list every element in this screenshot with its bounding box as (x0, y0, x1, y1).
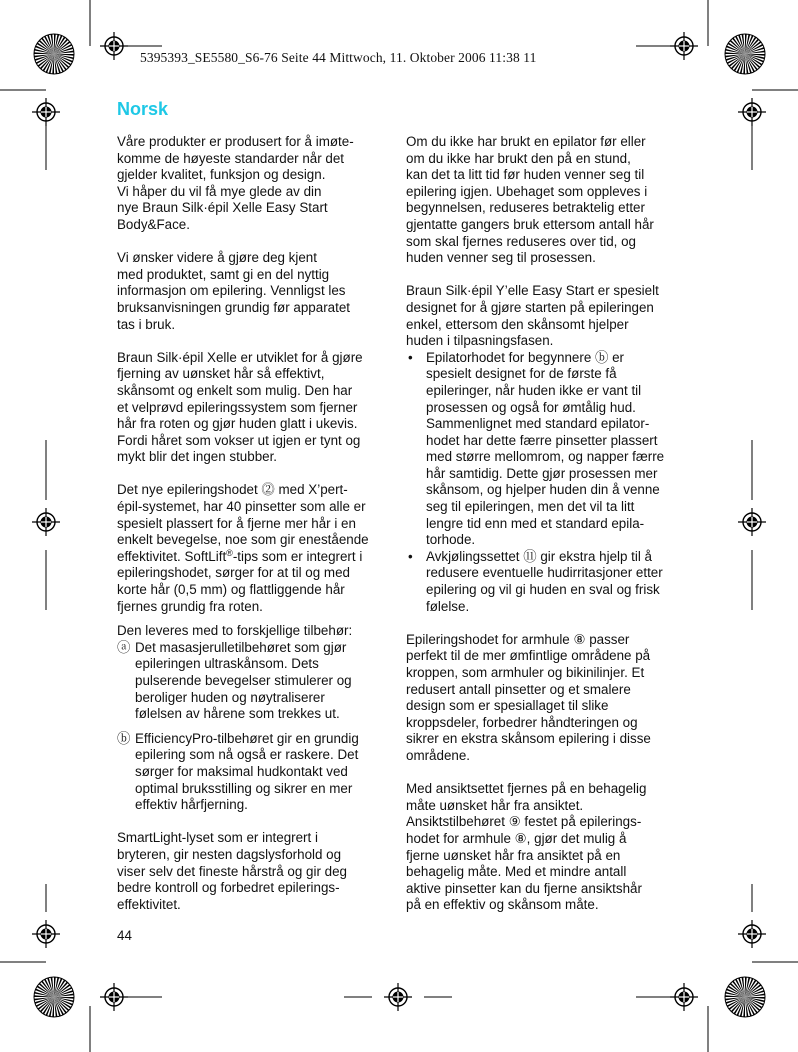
registration-starburst (34, 34, 74, 74)
registration-crosshair (738, 508, 766, 536)
registration-crosshair (32, 508, 60, 536)
registration-starburst (34, 977, 74, 1017)
product-description-paragraph: Braun Silk·épil Xelle er utviklet for å gjøre fjerning av uønsket hår så effektivt, skånsomt og enkelt som mulig. Den har et velprøvd epileringssystem som fjerner hår fra roten og gjør huden glatt i ukevis. Fordi håret som vokser ut igjen er tynt og mykt blir det ingen stubber. (117, 349, 363, 465)
page-number: 44 (117, 928, 132, 943)
right-column (406, 134, 678, 931)
print-slug-header: 5395393_SE5580_S6-76 Seite 44 Mittwoch, 11. Oktober 2006 11:38 11 (140, 50, 537, 65)
left-column (117, 134, 389, 930)
registration-starburst (725, 34, 765, 74)
intro-paragraph: Våre produkter er produsert for å imøte- komme de høyeste standarder når det gjelder kvalitet, funksjon og design. Vi håper du vil få mye glede av din nye Braun Silk·épil Xelle Easy Start Body&Face. (117, 134, 354, 232)
bullet-item-beginner-head (406, 350, 678, 549)
epilation-head-paragraph (117, 482, 389, 615)
bullet-symbol: • (408, 548, 413, 564)
registration-crosshair (670, 983, 698, 1011)
bullet-item-cooling-set (406, 549, 678, 615)
accessory-item-efficiencypro (117, 731, 389, 814)
face-set-paragraph: Med ansiktsettet fjernes på en behagelig måte uønsket hår fra ansiktet. Ansiktstilbehøret ⑨ festet på epilerings- hodet for armhule ⑧, gjør det mulig å fjerne uønsket hår fra ansiktet på en behagelig måte. Med et mindre antall aktive pinsetter kan du fjerne ansiktshår på en effektiv og skånsom måte. (406, 781, 647, 913)
familiarize-paragraph: Vi ønsker videre å gjøre deg kjent med produktet, samt gi en del nyttig informasjon om epilering. Vennligst les bruksanvisningen grundig før apparatet tas i bruk. (117, 250, 350, 332)
registration-starburst (725, 977, 765, 1017)
bullet-text: Avkjølingssettet ⑪ gir ekstra hjelp til å redusere eventuelle hudirritasjoner etter epilering og vil gi huden en sval og frisk følelse. (426, 548, 663, 614)
first-use-paragraph: Om du ikke har brukt en epilator før eller om du ikke har brukt den på en stund, kan det ta litt tid før huden venner seg til epilering igjen. Ubehaget som oppleves i begynnelsen, reduseres betraktelig etter gjentatte gangers bruk ettersom antall hår som skal fjernes reduseres over tid, og huden venner seg til prosessen. (406, 134, 654, 266)
registration-crosshair (738, 98, 766, 126)
accessory-symbol: ⓑ (117, 730, 131, 746)
section-title: Norsk (117, 99, 169, 119)
smartlight-paragraph: SmartLight-lyset som er integrert i bryteren, gir nesten dagslysforhold og viser selv det fineste hårstrå og gir deg bedre kontroll og forbedret epilerings- effektivitet. (117, 830, 347, 912)
registration-crosshair (738, 920, 766, 948)
registration-crosshair (100, 32, 128, 60)
accessory-text: EfficiencyPro-tilbehøret gir en grundig epilering som nå også er raskere. Det sørger for maksimal hudkontakt ved optimal bruksstilling og sikrer en mer effektiv hårfjerning. (135, 730, 359, 813)
epilation-head-text-a: Det nye epileringshodet ⓶ med X’pert- épil-systemet, har 40 pinsetter som alle er spesielt plassert for å fjerne mer hår i en enkelt bevegelse, noe som gir enestående effektivitet. SoftLift (117, 482, 369, 564)
registration-crosshair (670, 32, 698, 60)
registration-crosshair (32, 98, 60, 126)
easy-start-paragraph: Braun Silk·épil Y’elle Easy Start er spesielt designet for å gjøre starten på epileringen enkel, ettersom den skånsomt hjelper huden i tilpasningsfasen. (406, 283, 659, 349)
accessory-text: Det masasjerulletilbehøret som gjør epileringen ultraskånsom. Dets pulserende bevegelser stimulerer og beroliger huden og nøytraliserer følelsen av hårene som trekkes ut. (135, 639, 352, 722)
underarm-head-paragraph: Epileringshodet for armhule ⑧ passer perfekt til de mer ømfintlige områdene på kroppen, som armhuler og bikinilinjer. Et redusert antall pinsetter og et smalere design som er spesiallaget til slike kroppsdeler, forbedrer håndteringen og sikrer en ekstra skånsom epilering i disse områdene. (406, 631, 651, 763)
accessories-intro: Den leveres med to forskjellige tilbehør: (117, 623, 353, 639)
bullet-symbol: • (408, 349, 413, 365)
bullet-text: Epilatorhodet for begynnere ⓑ er spesielt designet for de første få epileringer, når huden ikke er vant til prosessen og også for ømtålig hud. Sammenlignet med standard epilator- hodet har dette færre pinsetter plassert med større mellomrom, og napper færre hår samtidig. Dette gjør prosessen mer skånsom, og hjelper huden din å venne seg til epileringen, men det vil ta litt lengre tid enn med et standard epila- torhode. (426, 349, 665, 548)
registration-crosshair (384, 983, 412, 1011)
accessory-item-massage (117, 640, 389, 723)
epilation-head-text-b: -tips som er integrert i epileringshodet, sørger for at til og med korte hår (0,5 mm) og flattliggende hår fjernes grundig fra roten. (117, 548, 363, 614)
accessory-symbol: ⓐ (117, 639, 131, 655)
registration-crosshair (32, 920, 60, 948)
registered-mark: ® (226, 547, 233, 558)
registration-crosshair (100, 983, 128, 1011)
